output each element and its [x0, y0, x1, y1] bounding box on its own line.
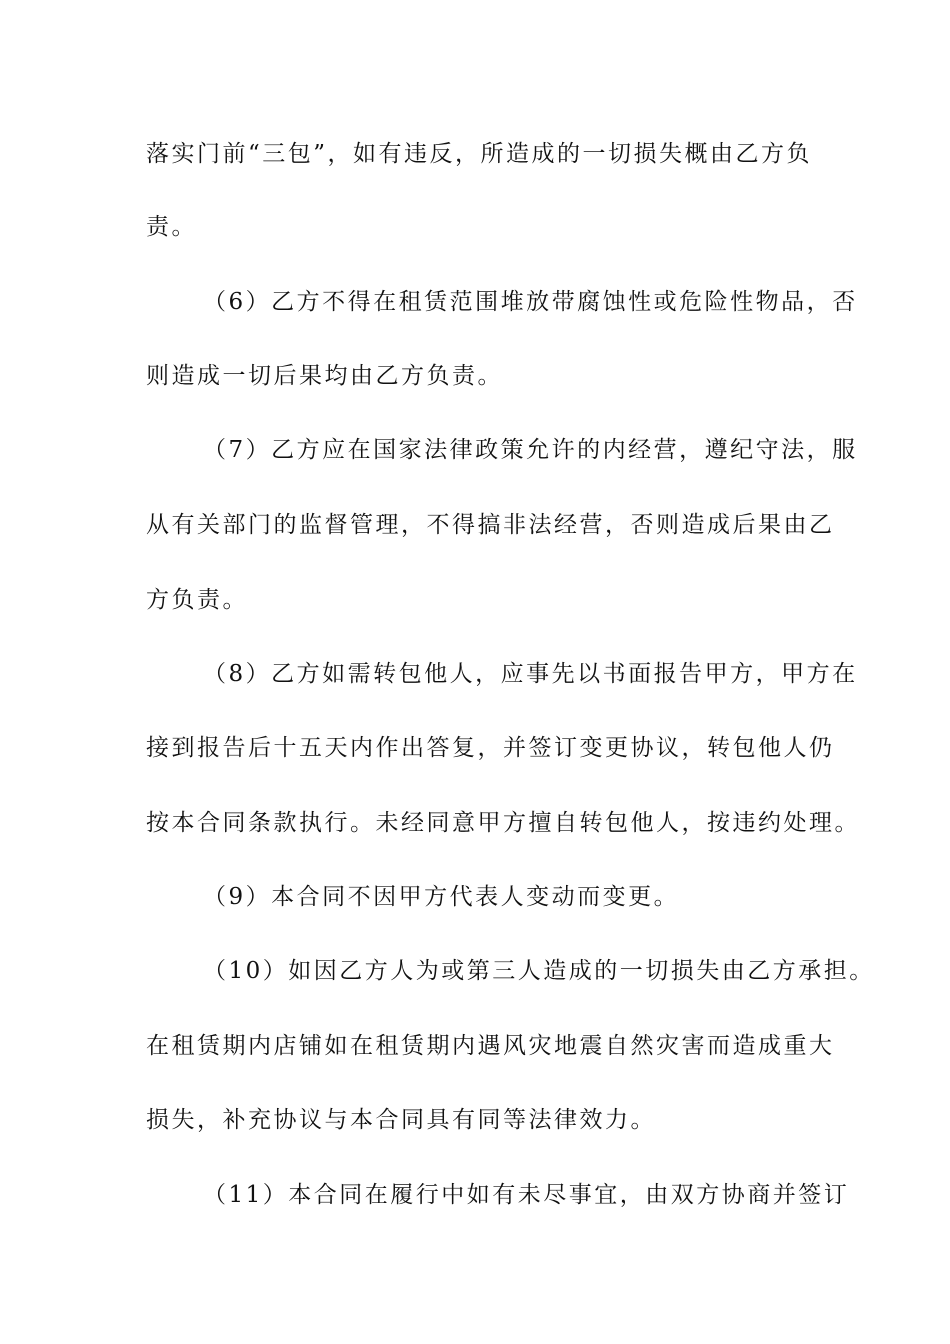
text-line: 在租赁期内店铺如在租赁期内遇风灾地震自然灾害而造成重大 — [146, 1033, 835, 1059]
paragraph-item-9: （9）本合同不因甲方代表人变动而变更。 — [203, 884, 680, 910]
paragraph-item-8: （8）乙方如需转包他人，应事先以书面报告甲方，甲方在 — [203, 661, 858, 687]
paragraph-item-7: （7）乙方应在国家法律政策允许的内经营，遵纪守法，服 — [203, 437, 858, 463]
text-line: 损失，补充协议与本合同具有同等法律效力。 — [146, 1107, 656, 1133]
text-line: 接到报告后十五天内作出答复，并签订变更协议，转包他人仍 — [146, 735, 835, 761]
text-line: 从有关部门的监督管理，不得搞非法经营，否则造成后果由乙 — [146, 512, 835, 538]
text-line: 落实门前“三包”，如有违反，所造成的一切损失概由乙方负 — [146, 141, 813, 167]
text-line: 按本合同条款执行。未经同意甲方擅自转包他人，按违约处理。 — [146, 810, 860, 836]
paragraph-item-6: （6）乙方不得在租赁范围堆放带腐蚀性或危险性物品，否 — [203, 289, 858, 315]
paragraph-item-10: （10）如因乙方人为或第三人造成的一切损失由乙方承担。 — [203, 958, 875, 984]
text-line: 方负责。 — [146, 587, 248, 613]
paragraph-item-11: （11）本合同在履行中如有未尽事宜，由双方协商并签订 — [203, 1182, 850, 1208]
text-line: 责。 — [146, 214, 197, 240]
text-line: 则造成一切后果均由乙方负责。 — [146, 363, 503, 389]
